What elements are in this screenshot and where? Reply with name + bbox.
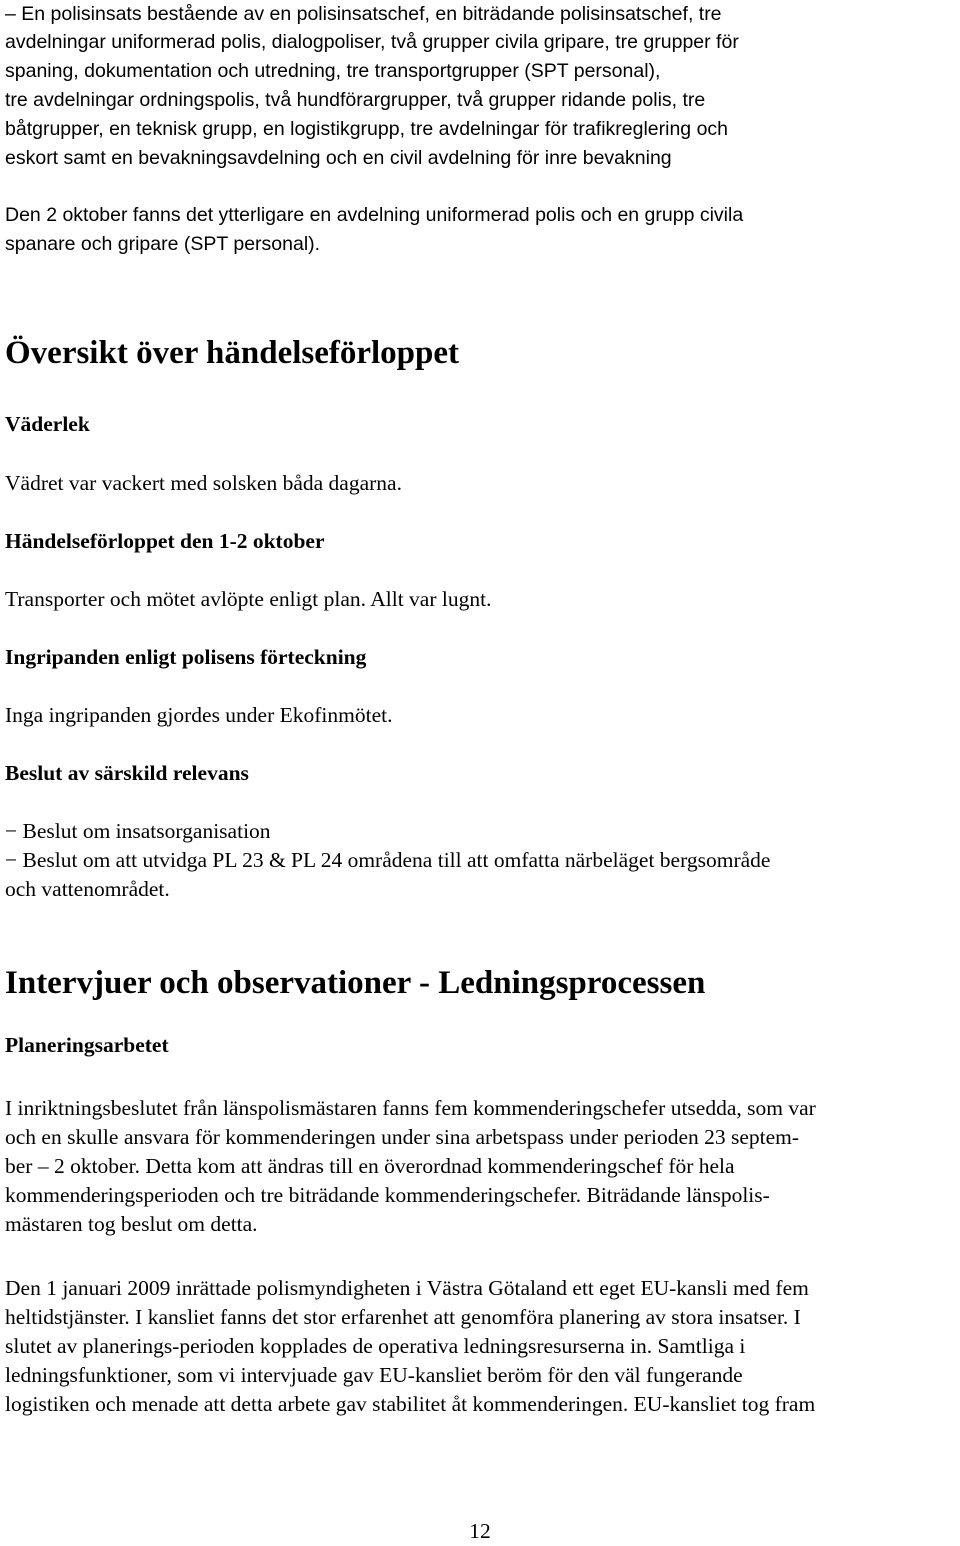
text-line: spanare och gripare (SPT personal). [5, 233, 321, 255]
text-line: slutet av planerings-perioden kopplades de operativa ledningsresurserna in. Samtliga i [5, 1334, 746, 1358]
subheading-vaderlek: Väderlek [5, 412, 90, 436]
text-line: båtgrupper, en teknisk grupp, en logistikgrupp, tre avdelningar för trafikreglering och [5, 118, 729, 140]
text-handelseforloppet: Transporter och mötet avlöpte enligt plan. Allt var lugnt. [5, 587, 492, 611]
text-line: mästaren tog beslut om detta. [5, 1212, 258, 1236]
page-number: 12 [469, 1519, 491, 1543]
text-line: och en skulle ansvara för kommenderingen under sina arbetspass under perioden 23 septem- [5, 1125, 800, 1149]
subheading-ingripanden: Ingripanden enligt polisens förteckning [5, 645, 367, 669]
text-vaderlek: Vädret var vackert med solsken båda dagarna. [5, 471, 402, 495]
section-heading-oversikt: Översikt över händelseförloppet [5, 335, 460, 371]
text-ingripanden: Inga ingripanden gjordes under Ekofinmötet. [5, 703, 393, 727]
text-line: tre avdelningar ordningspolis, två hundförargrupper, två grupper ridande polis, tre [5, 89, 706, 111]
subheading-handelseforloppet: Händelseförloppet den 1-2 oktober [5, 529, 325, 553]
subheading-planeringsarbetet: Planeringsarbetet [5, 1033, 169, 1057]
list-item: − Beslut om att utvidga PL 23 & PL 24 områdena till att omfatta närbeläget bergsområde [5, 848, 771, 872]
text-line: avdelningar uniformerad polis, dialogpoliser, två grupper civila gripare, tre grupper för [5, 31, 739, 53]
text-line: ber – 2 oktober. Detta kom att ändras till en överordnad kommenderingschef för hela [5, 1154, 735, 1178]
text-line: logistiken och menade att detta arbete gav stabilitet åt kommenderingen. EU-kansliet tog fram [5, 1392, 816, 1416]
subheading-beslut: Beslut av särskild relevans [5, 761, 249, 785]
text-line: Den 2 oktober fanns det ytterligare en avdelning uniformerad polis och en grupp civila [5, 204, 744, 226]
list-item: och vattenområdet. [5, 877, 170, 901]
text-line: heltidstjänster. I kansliet fanns det stor erfarenhet att genomföra planering av stora insatser. I [5, 1305, 801, 1329]
text-line: ledningsfunktioner, som vi intervjuade gav EU-kansliet beröm för den väl fungerande [5, 1363, 743, 1387]
section-heading-intervjuer: Intervjuer och observationer - Ledningsprocessen [5, 965, 706, 1001]
text-line: eskort samt en bevakningsavdelning och en civil avdelning för inre bevakning [5, 147, 672, 169]
text-line: spaning, dokumentation och utredning, tre transportgrupper (SPT personal), [5, 60, 661, 82]
list-item: − Beslut om insatsorganisation [5, 819, 271, 843]
text-line: kommenderingsperioden och tre biträdande kommenderingschefer. Biträdande länspolis- [5, 1183, 770, 1207]
text-line: – En polisinsats bestående av en polisinsatschef, en biträdande polisinsatschef, tre [5, 3, 722, 25]
text-line: I inriktningsbeslutet från länspolismästaren fanns fem kommenderingschefer utsedda, som var [5, 1096, 816, 1120]
text-line: Den 1 januari 2009 inrättade polismyndigheten i Västra Götaland ett eget EU-kansli med fem [5, 1276, 809, 1300]
